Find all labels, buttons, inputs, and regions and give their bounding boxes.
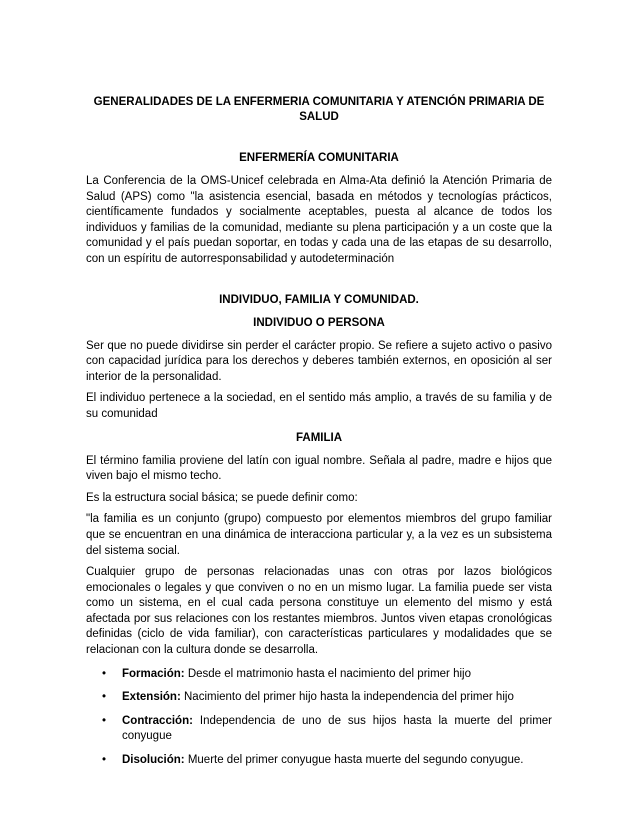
paragraph-familia-3: "la familia es un conjunto (grupo) compuesto por elementos miembros del grupo familiar que se encuentran en una dinámica de interacciona particular y, a la vez es un subsistema del sistema social. xyxy=(86,513,552,557)
heading-familia: FAMILIA xyxy=(296,431,342,444)
stage-term: Disolución: xyxy=(122,754,185,767)
list-item xyxy=(86,753,552,769)
heading-enfermeria-comunitaria: ENFERMERÍA COMUNITARIA xyxy=(239,152,399,164)
bullet-icon: • xyxy=(102,754,107,767)
document-title: GENERALIDADES DE LA ENFERMERIA COMUNITARIA Y ATENCIÓN PRIMARIA DE SALUD xyxy=(93,96,545,123)
bullet-icon: • xyxy=(102,714,107,727)
heading-individuo-persona: INDIVIDUO O PERSONA xyxy=(253,316,385,329)
heading-individuo-familia-comunidad: INDIVIDUO, FAMILIA Y COMUNIDAD. xyxy=(219,293,419,306)
document-body xyxy=(86,151,552,777)
family-stages-list xyxy=(86,667,552,769)
bullet-icon: • xyxy=(102,691,107,704)
paragraph-familia-1: El término familia proviene del latín con igual nombre. Señala al padre, madre e hijos que viven bajo el mismo techo. xyxy=(86,454,552,483)
list-item xyxy=(86,667,552,683)
paragraph-persona-2: El individuo pertenece a la sociedad, en el sentido más amplio, a través de su familia y de su comunidad xyxy=(86,392,552,420)
paragraph-familia-4: Cualquier grupo de personas relacionadas unas con otras por lazos biológicos emocionales o legales y que conviven o no en un mismo lugar. La familia puede ser vista como un sistema, en el cual cada persona constituye un elemento del mismo y está afectada por sus relaciones con los restantes miembros. Juntos viven etapas cronológicas definidas (ciclo de vida familiar), con características particulares y modalidades que se relacionan con la cultura donde se desarrolla. xyxy=(86,566,552,657)
stage-description: Independencia de uno de sus hijos hasta la muerte del primer conyugue xyxy=(122,714,552,743)
paragraph-aps-definition: La Conferencia de la OMS-Unicef celebrada en Alma-Ata definió la Atención Primaria de Salud (APS) como "la asistencia esencial, basada en métodos y tecnologías prácticos, científicamente fundados y socialmente aceptables, puesta al alcance de todos los individuos y familias de la comunidad, mediante su plena participación y a un coste que la comunidad y el país puedan soportar, en todas y cada una de las etapas de su desarrollo, con un espíritu de autorresponsabilidad y autodeterminación xyxy=(86,175,552,265)
stage-description: Desde el matrimonio hasta el nacimiento del primer hijo xyxy=(184,667,471,680)
stage-description: Nacimiento del primer hijo hasta la independencia del primer hijo xyxy=(180,691,514,704)
stage-description: Muerte del primer conyugue hasta muerte del segundo conyugue. xyxy=(184,754,524,767)
paragraph-familia-2: Es la estructura social básica; se puede definir como: xyxy=(86,491,358,504)
paragraph-persona-1: Ser que no puede dividirse sin perder el carácter propio. Se refiere a sujeto activo o pasivo con capacidad jurídica para los derechos y deberes también externos, en oposición al ser interior de la personalidad. xyxy=(86,339,552,383)
stage-term: Contracción: xyxy=(122,714,193,727)
list-item xyxy=(86,690,552,706)
stage-term: Extensión: xyxy=(122,691,181,704)
list-item xyxy=(86,714,552,745)
bullet-icon: • xyxy=(102,667,107,680)
stage-term: Formación: xyxy=(122,667,185,680)
